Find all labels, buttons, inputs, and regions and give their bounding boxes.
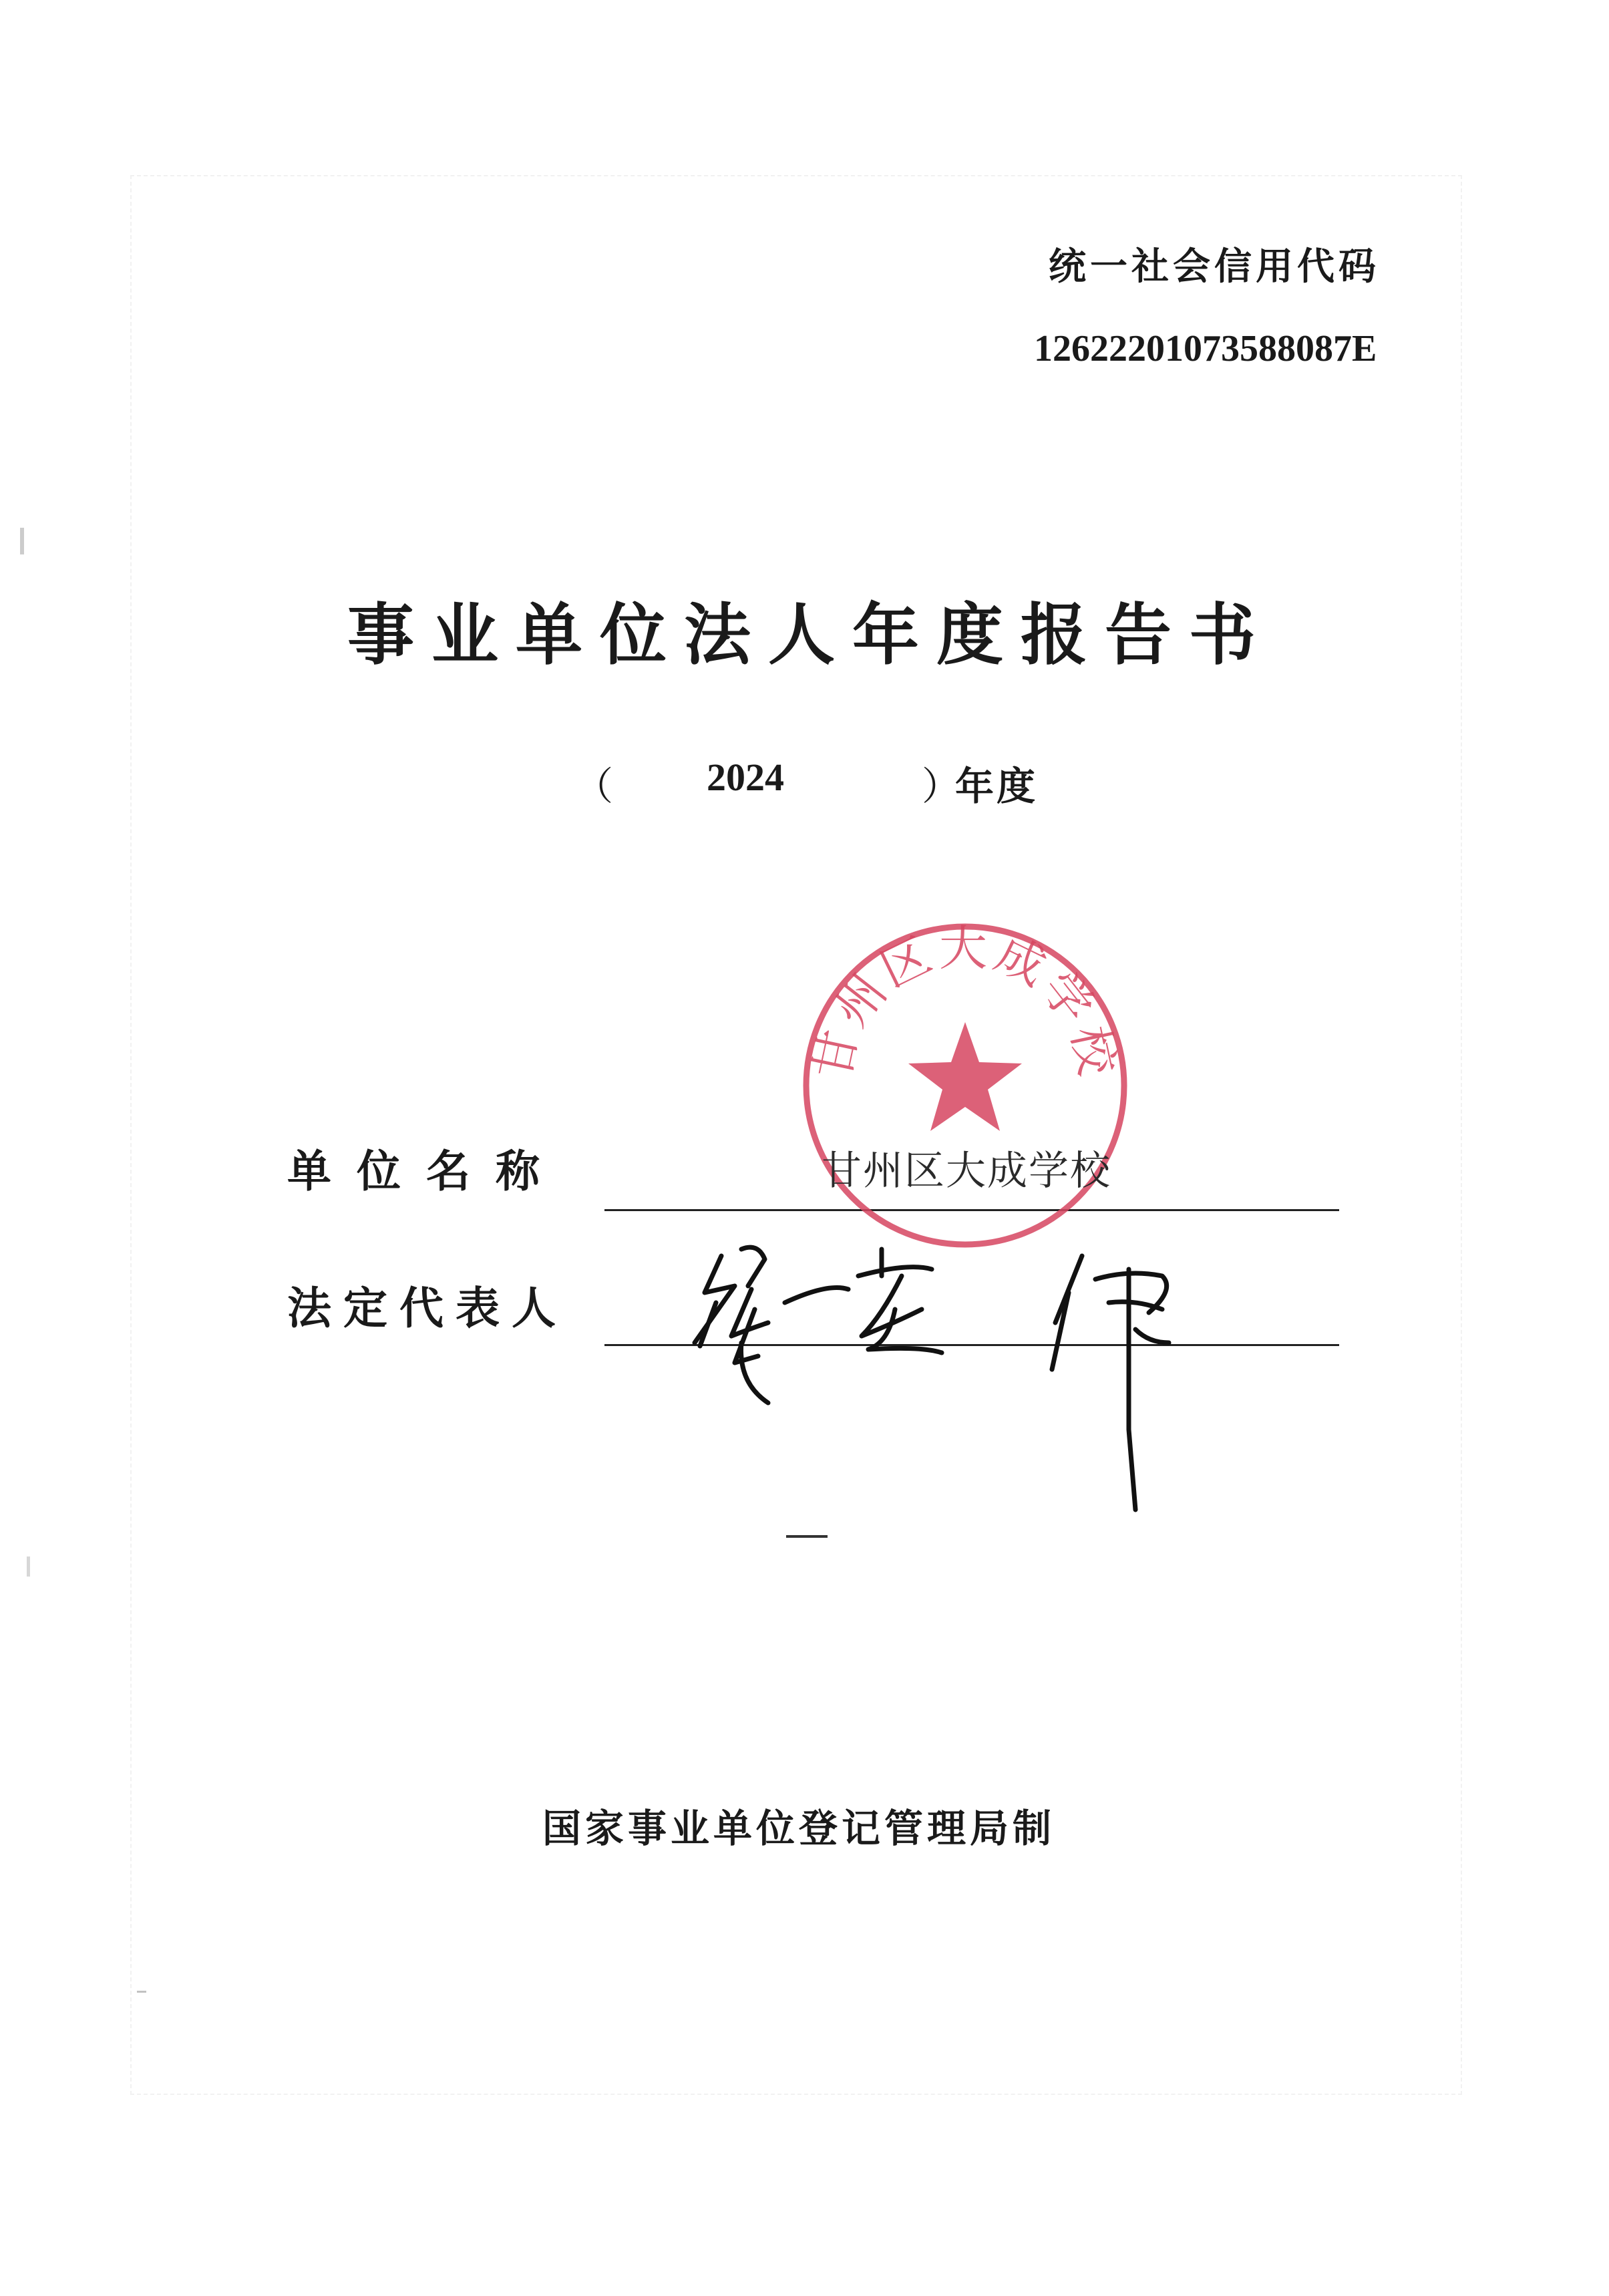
scan-edge-mark — [27, 1556, 30, 1577]
scan-edge-mark — [20, 528, 24, 554]
scan-edge-mark — [137, 1991, 146, 1993]
report-year-line — [0, 755, 1609, 808]
document-title: 事业单位法人年度报告书 — [347, 596, 1273, 674]
year-open-paren: （ — [574, 764, 614, 809]
svg-text:甘州区大成学校: 甘州区大成学校 — [803, 920, 1127, 1084]
unit-name-label: 单位名称 — [287, 1146, 565, 1197]
report-year: 2024 — [707, 756, 784, 799]
year-close-paren: ） — [922, 764, 961, 809]
issuer-footer: 国家事业单位登记管理局制 — [542, 1806, 1056, 1851]
credit-code-value: 12622201073588087E — [1034, 328, 1377, 369]
center-dash-mark — [786, 1535, 828, 1538]
official-seal-stamp — [791, 912, 1139, 1259]
legal-rep-signature — [668, 1229, 1216, 1523]
unit-name-value: 甘州区大成学校 — [822, 1148, 1111, 1194]
legal-rep-label: 法定代表人 — [287, 1283, 568, 1334]
credit-code-label: 统一社会信用代码 — [1049, 244, 1380, 289]
year-suffix: 年度 — [955, 764, 1039, 809]
